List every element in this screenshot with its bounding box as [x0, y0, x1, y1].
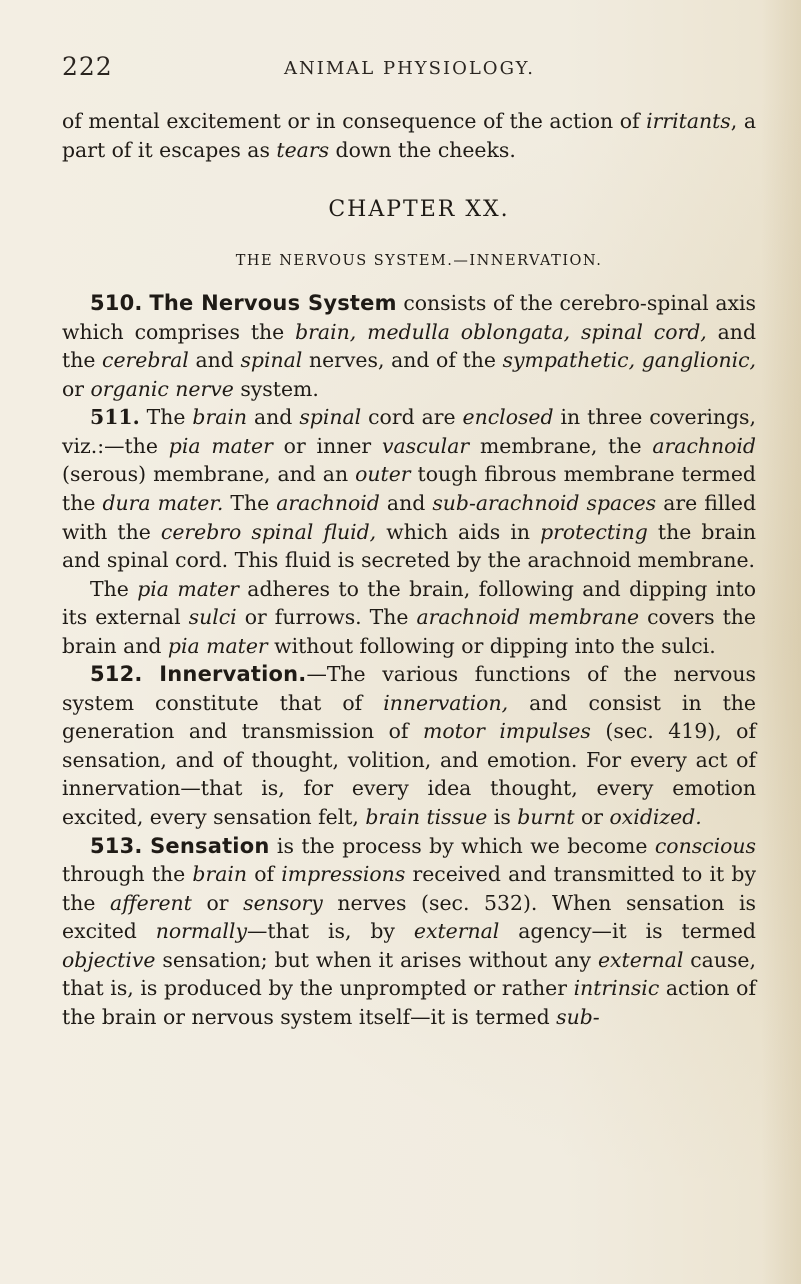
italic-run: arachnoid [652, 433, 756, 458]
italic-run: cerebral [102, 348, 189, 373]
text-run: of mental excitement or in consequence of the action of [62, 109, 647, 133]
italic-run: normally [155, 919, 247, 944]
text-run: or [574, 805, 610, 830]
italic-run: brain, medulla oblongata, spinal cord, [295, 319, 707, 344]
italic-run: oxidized. [609, 805, 702, 830]
text-run: received and transmitted to it by the [62, 862, 756, 915]
section-number: 510. [90, 291, 143, 316]
text-run: cause, that is, is produced by the unprompted or rather [62, 947, 756, 1001]
text-run: is the process by which we become [269, 833, 655, 858]
text-run: , a part of it escapes as [62, 109, 756, 162]
text-run: nerves, and of the [302, 348, 503, 373]
text-run: through the [62, 862, 193, 887]
italic-run: protecting [540, 519, 648, 544]
italic-run: dura mater. [102, 491, 224, 516]
text-run: or [191, 890, 244, 915]
text-run: and [247, 405, 300, 430]
text-run: sensation; but when it arises without any [155, 947, 598, 972]
section-510 [62, 289, 756, 403]
text-run: in three coverings, viz.:—the [62, 405, 757, 458]
text-run: nerves (sec. 532). When sensation is excited [62, 890, 756, 944]
text-run: or [62, 376, 91, 401]
page-number: 222 [62, 52, 113, 81]
text-run: and [188, 348, 241, 373]
text-run: of [247, 862, 282, 887]
text-run: —that is, by [246, 919, 414, 944]
pia-mater-paragraph [62, 575, 756, 661]
italic-run: arachnoid [276, 491, 380, 516]
italic-run: external [413, 919, 500, 944]
italic-run: sympathetic, ganglionic, [502, 348, 756, 373]
text-run: cord are [361, 405, 463, 430]
italic-run: afferent [110, 890, 192, 915]
text-run: is [487, 805, 518, 830]
text-run: and [379, 491, 433, 516]
chapter-subtitle: THE NERVOUS SYSTEM.—INNERVATION. [235, 252, 603, 269]
italic-run: spinal [299, 405, 362, 430]
text-run: agency—it is termed [499, 919, 756, 944]
text-run: system. [233, 376, 319, 401]
text-run: and the [62, 319, 756, 373]
text-run: membrane, the [469, 433, 653, 458]
chapter-title: CHAPTER XX. [328, 197, 510, 223]
text-run: —The various functions of the nervous system constitute that of [62, 662, 756, 715]
italic-run: burnt [517, 805, 575, 830]
section-512 [62, 660, 756, 831]
text-run: and consist in the generation and transmission of [62, 690, 756, 744]
italic-run: irritants [646, 109, 731, 133]
italic-run: sub- [556, 1004, 600, 1029]
text-run: or furrows. The [236, 605, 417, 630]
section-heading: The Nervous System [149, 291, 397, 316]
italic-run: spinal [240, 348, 303, 373]
body-text [62, 107, 756, 1031]
intro-paragraph [62, 107, 756, 164]
italic-run: innervation, [383, 690, 509, 715]
text-run: covers the brain and [62, 605, 756, 658]
italic-run: cerebro spinal fluid, [160, 519, 377, 544]
text-run: action of the brain or nervous system itself—it is termed [62, 976, 756, 1029]
italic-run: sulci [188, 605, 237, 630]
italic-run: organic nerve [90, 376, 234, 401]
italic-run: brain tissue [365, 805, 488, 830]
italic-run: sub-arachnoid spaces [432, 491, 657, 516]
running-title: ANIMAL PHYSIOLOGY. [284, 58, 535, 79]
text-run: which aids in [376, 519, 541, 544]
text-run: The [139, 405, 193, 430]
italic-run: pia mater [168, 433, 273, 458]
text-run: are filled with the [62, 491, 756, 544]
section-511 [62, 403, 756, 574]
italic-run: enclosed [462, 405, 554, 430]
italic-run: intrinsic [573, 976, 660, 1001]
text-run: down the cheeks. [329, 137, 516, 162]
text-run: or inner [272, 433, 382, 458]
italic-run: objective [62, 947, 156, 972]
text-run: (sec. 419), of sensation, and of thought, volition, and emotion. For every act of innervation—that is, for every idea thought, every emotion excited, every sensation felt, [62, 719, 756, 830]
text-run: the brain and spinal cord. This fluid is secreted by the arachnoid membrane. [62, 519, 757, 573]
italic-run: conscious [654, 833, 756, 858]
italic-run: tears [276, 137, 330, 162]
italic-run: sensory [243, 890, 323, 915]
italic-run: arachnoid membrane [416, 605, 640, 630]
italic-run: pia mater [137, 576, 239, 601]
page-edge-shading [761, 0, 801, 1284]
section-513 [62, 832, 756, 1032]
section-number: 513. [90, 833, 143, 858]
italic-run: pia mater [167, 633, 268, 658]
italic-run: vascular [381, 433, 470, 458]
italic-run: brain [192, 405, 248, 430]
text-run: tough fibrous membrane termed the [62, 462, 756, 516]
text-run: adheres to the brain, following and dipping into its external [62, 576, 756, 630]
running-header [62, 52, 752, 88]
text-run: without following or dipping into the sulci. [267, 633, 716, 658]
text-run: The [223, 491, 277, 516]
italic-run: impressions [281, 862, 406, 887]
text-run: consists of the cerebro-spinal axis which comprises the [62, 291, 756, 344]
text-run: (serous) membrane, and an [62, 462, 356, 487]
section-heading: Innervation. [159, 662, 307, 687]
italic-run: external [597, 947, 684, 972]
section-heading: Sensation [150, 833, 270, 858]
italic-run: motor impulses [422, 719, 591, 744]
section-number: 512. [90, 662, 143, 687]
italic-run: outer [355, 462, 411, 487]
text-run: The [90, 576, 138, 601]
section-number: 511. [90, 405, 140, 430]
italic-run: brain [192, 862, 248, 887]
